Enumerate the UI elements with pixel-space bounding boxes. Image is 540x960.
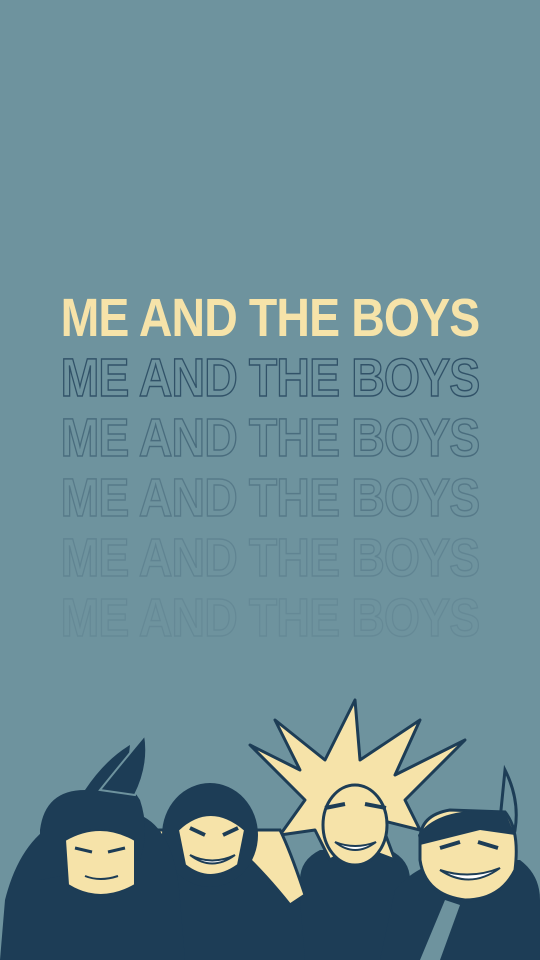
title-echo: ME AND THE BOYS: [60, 588, 480, 648]
main-title: ME AND THE BOYS: [60, 288, 480, 348]
title-stack: [0, 288, 540, 648]
title-echo: ME AND THE BOYS: [60, 348, 480, 408]
title-echo: ME AND THE BOYS: [60, 408, 480, 468]
rhino-villain: [0, 735, 185, 960]
villains-illustration: [0, 690, 540, 960]
title-echo: ME AND THE BOYS: [60, 468, 480, 528]
title-echo: ME AND THE BOYS: [60, 528, 480, 588]
